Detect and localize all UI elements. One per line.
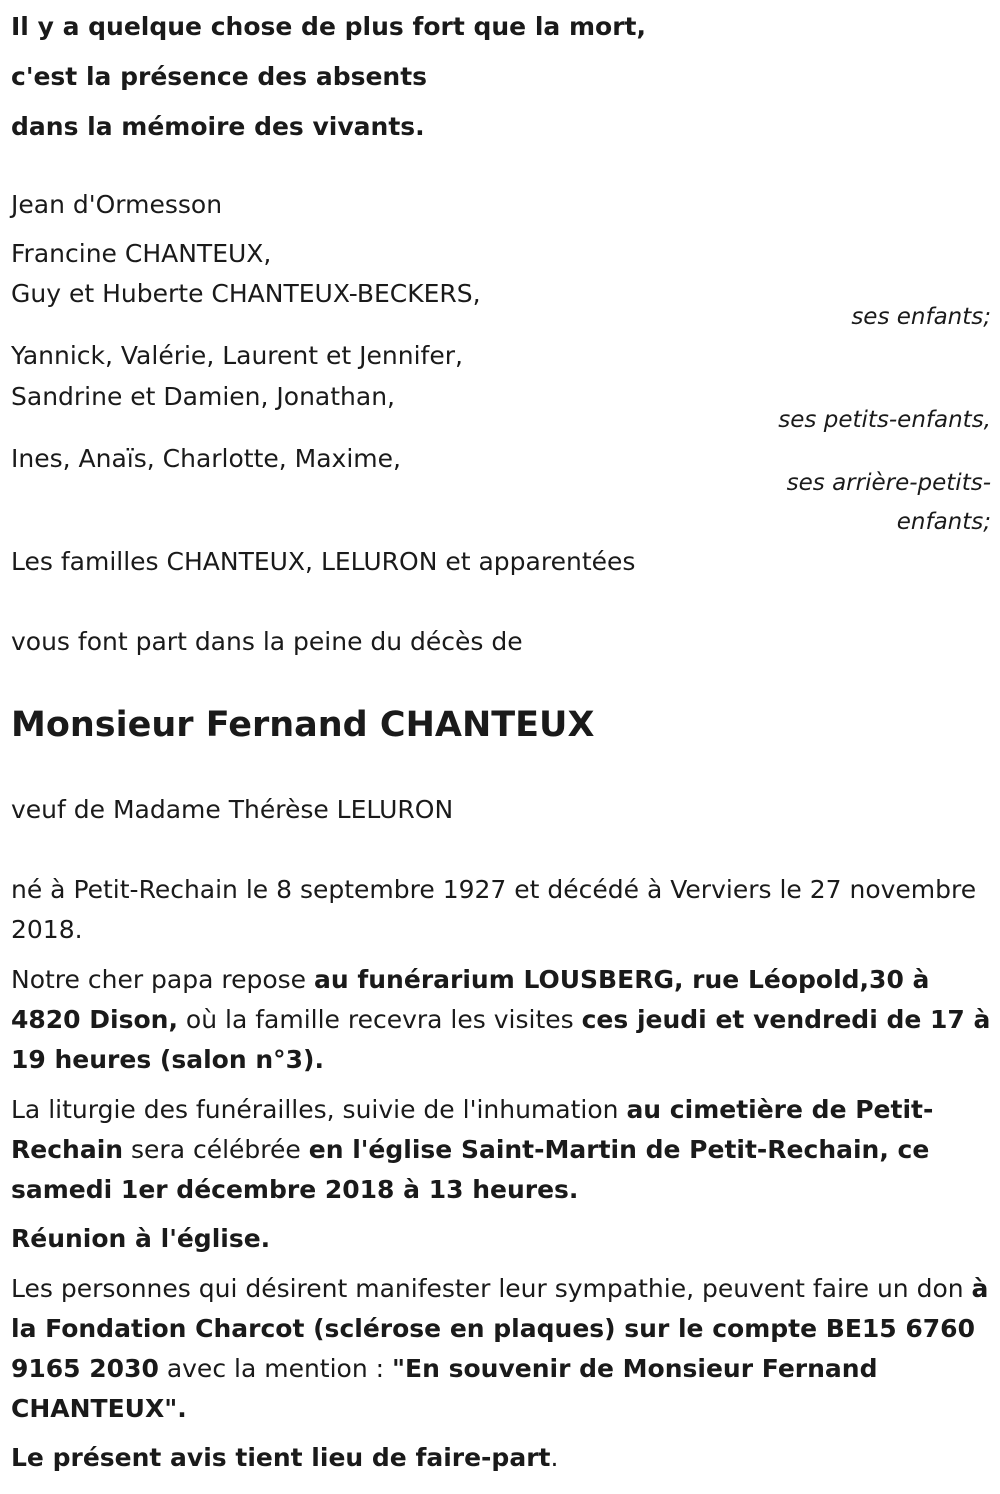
donation-paragraph: [11, 1269, 991, 1429]
children-role: ses enfants;: [851, 304, 991, 330]
quote-line-3: dans la mémoire des vivants.: [11, 112, 425, 141]
funeral-text-1: La liturgie des funérailles, suivie de l'inhumation: [11, 1095, 627, 1124]
great-grandchildren-role-1: ses arrière-petits-: [786, 470, 991, 496]
closing-text: Le présent avis tient lieu de faire-part: [11, 1443, 551, 1472]
announcement: vous font part dans la peine du décès de: [11, 627, 523, 656]
great-grandchildren-role-2: enfants;: [896, 509, 991, 535]
birth-death-paragraph: né à Petit-Rechain le 8 septembre 1927 et décédé à Verviers le 27 novembre 2018.: [11, 875, 977, 944]
visitation-text-2: où la famille recevra les visites: [177, 1005, 582, 1034]
donation-text-1: Les personnes qui désirent manifester leur sympathie, peuvent faire un don: [11, 1274, 972, 1303]
visitation-paragraph: [11, 960, 991, 1080]
funeral-text-2: sera célébrée: [123, 1135, 309, 1164]
funeral-home-address: au funérarium LOUSBERG, rue Léopold,30 à 4820 Dison,: [11, 965, 930, 1034]
funeral-paragraph: [11, 1090, 991, 1210]
visitation-times: ces jeudi et vendredi de 17 à 19 heures (salon n°3).: [11, 1005, 991, 1074]
grandchildren-role: ses petits-enfants,: [778, 407, 991, 433]
widower-of: veuf de Madame Thérèse LELURON: [11, 795, 454, 824]
families-line: Les familles CHANTEUX, LELURON et apparentées: [11, 547, 636, 576]
children-line-2: Guy et Huberte CHANTEUX-BECKERS,: [11, 279, 481, 308]
deceased-name: Monsieur Fernand CHANTEUX: [11, 705, 595, 745]
visitation-text-1: Notre cher papa repose: [11, 965, 315, 994]
children-line-1: Francine CHANTEUX,: [11, 239, 272, 268]
church-and-date: en l'église Saint-Martin de Petit-Rechain, ce samedi 1er décembre 2018 à 13 heures.: [11, 1135, 930, 1204]
donation-text-2: avec la mention :: [158, 1354, 393, 1383]
grandchildren-line-2: Sandrine et Damien, Jonathan,: [11, 382, 396, 411]
closing-period: .: [550, 1443, 559, 1472]
meeting-paragraph: [11, 1219, 991, 1259]
quote-line-1: Il y a quelque chose de plus fort que la mort,: [11, 12, 646, 41]
donation-mention: "En souvenir de Monsieur Fernand CHANTEUX".: [11, 1354, 878, 1423]
quote-line-2: c'est la présence des absents: [11, 62, 428, 91]
cemetery: au cimetière de Petit-Rechain: [11, 1095, 934, 1164]
meeting-text: Réunion à l'église.: [11, 1224, 271, 1253]
quote-author: Jean d'Ormesson: [11, 190, 223, 219]
great-grandchildren-line: Ines, Anaïs, Charlotte, Maxime,: [11, 444, 401, 473]
donation-account: à la Fondation Charcot (sclérose en plaques) sur le compte BE15 6760 9165 2030: [11, 1274, 989, 1383]
grandchildren-line-1: Yannick, Valérie, Laurent et Jennifer,: [11, 341, 463, 370]
closing-paragraph: [11, 1438, 991, 1478]
